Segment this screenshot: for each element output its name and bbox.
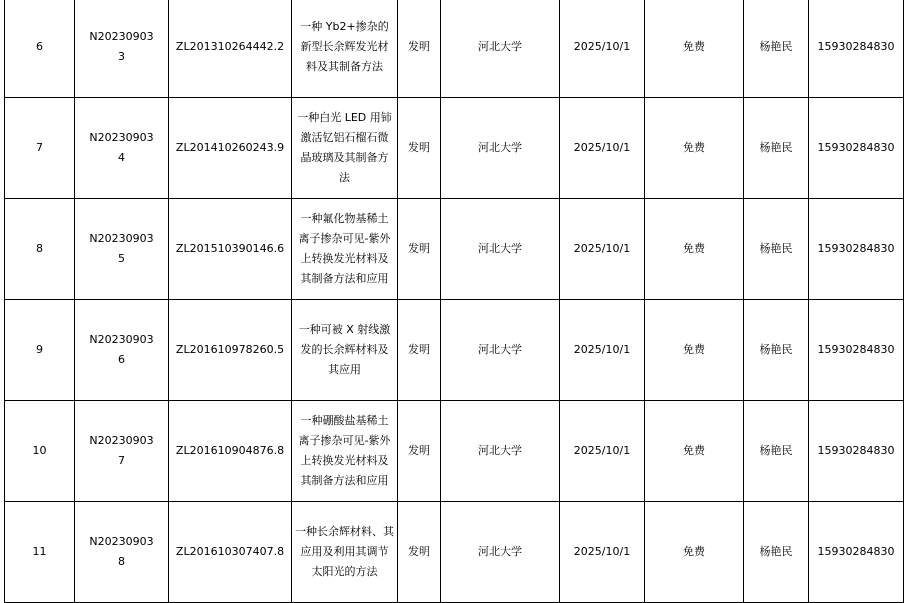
title-line: 一种可被 X 射线激 <box>298 323 391 336</box>
table-row <box>5 401 904 502</box>
patent-holder: 河北大学 <box>441 300 560 401</box>
table-row <box>5 300 904 401</box>
patent-number: ZL201610978260.5 <box>169 300 292 401</box>
contact-person: 杨艳民 <box>744 502 809 603</box>
patent-title <box>292 98 398 199</box>
title-line: 晶玻璃及其制备方 <box>300 151 389 164</box>
title-line: 发的长余辉材料及 <box>300 343 389 356</box>
title-line: 上转换发光材料及 <box>300 252 389 265</box>
contact-phone: 15930284830 <box>809 401 904 502</box>
application-number-main: N20230903 <box>89 333 154 346</box>
row-number: 7 <box>5 98 75 199</box>
application-number <box>75 98 169 199</box>
patent-holder: 河北大学 <box>441 401 560 502</box>
patent-holder: 河北大学 <box>441 199 560 300</box>
contact-person: 杨艳民 <box>744 98 809 199</box>
row-number: 8 <box>5 199 75 300</box>
date: 2025/10/1 <box>560 199 645 300</box>
patent-holder: 河北大学 <box>441 502 560 603</box>
title-line: 法 <box>339 171 350 184</box>
patent-title <box>292 502 398 603</box>
patent-number: ZL201310264442.2 <box>169 0 292 98</box>
patent-title <box>292 0 398 98</box>
title-line: 其制备方法和应用 <box>300 272 389 285</box>
patent-number: ZL201510390146.6 <box>169 199 292 300</box>
patent-title <box>292 199 398 300</box>
application-number-main: N20230903 <box>89 434 154 447</box>
license-fee: 免费 <box>645 502 744 603</box>
table-row <box>5 502 904 603</box>
contact-phone: 15930284830 <box>809 300 904 401</box>
contact-person: 杨艳民 <box>744 0 809 98</box>
title-line: 应用及利用其调节 <box>300 545 389 558</box>
contact-person: 杨艳民 <box>744 300 809 401</box>
license-fee: 免费 <box>645 199 744 300</box>
patent-type: 发明 <box>398 199 441 300</box>
application-number <box>75 300 169 401</box>
patent-holder: 河北大学 <box>441 98 560 199</box>
row-number: 11 <box>5 502 75 603</box>
license-fee: 免费 <box>645 0 744 98</box>
patent-title <box>292 300 398 401</box>
date: 2025/10/1 <box>560 502 645 603</box>
table-row <box>5 0 904 98</box>
application-number-main: N20230903 <box>89 131 154 144</box>
patent-number: ZL201410260243.9 <box>169 98 292 199</box>
patent-holder: 河北大学 <box>441 0 560 98</box>
application-number <box>75 0 169 98</box>
date: 2025/10/1 <box>560 401 645 502</box>
contact-phone: 15930284830 <box>809 199 904 300</box>
row-number: 9 <box>5 300 75 401</box>
application-number <box>75 502 169 603</box>
application-number-main: N20230903 <box>89 30 154 43</box>
title-line: 一种白光 LED 用铈 <box>297 111 392 124</box>
patent-number: ZL201610307407.8 <box>169 502 292 603</box>
patent-type: 发明 <box>398 300 441 401</box>
application-number-main: N20230903 <box>89 535 154 548</box>
application-number-suffix: 4 <box>118 151 125 164</box>
title-line: 新型长余辉发光材 <box>300 40 389 53</box>
title-line: 离子掺杂可见-紫外 <box>298 232 391 245</box>
license-fee: 免费 <box>645 98 744 199</box>
patent-type: 发明 <box>398 98 441 199</box>
row-number: 6 <box>5 0 75 98</box>
application-number <box>75 401 169 502</box>
date: 2025/10/1 <box>560 98 645 199</box>
title-line: 一种 Yb2+掺杂的 <box>300 20 389 33</box>
table-row <box>5 199 904 300</box>
contact-person: 杨艳民 <box>744 401 809 502</box>
contact-person: 杨艳民 <box>744 199 809 300</box>
patent-type: 发明 <box>398 502 441 603</box>
patent-type: 发明 <box>398 0 441 98</box>
title-line: 一种硼酸盐基稀土 <box>300 414 389 427</box>
title-line: 料及其制备方法 <box>306 60 383 73</box>
title-line: 上转换发光材料及 <box>300 454 389 467</box>
application-number-suffix: 5 <box>118 252 125 265</box>
application-number-main: N20230903 <box>89 232 154 245</box>
title-line: 其应用 <box>328 363 361 376</box>
application-number-suffix: 8 <box>118 555 125 568</box>
title-line: 太阳光的方法 <box>311 565 378 578</box>
date: 2025/10/1 <box>560 0 645 98</box>
license-fee: 免费 <box>645 401 744 502</box>
patent-number: ZL201610904876.8 <box>169 401 292 502</box>
title-line: 离子掺杂可见-紫外 <box>298 434 391 447</box>
title-line: 一种长余辉材料、其 <box>295 525 394 538</box>
contact-phone: 15930284830 <box>809 0 904 98</box>
title-line: 其制备方法和应用 <box>300 474 389 487</box>
patent-table <box>4 0 904 603</box>
patent-type: 发明 <box>398 401 441 502</box>
application-number-suffix: 6 <box>118 353 125 366</box>
row-number: 10 <box>5 401 75 502</box>
contact-phone: 15930284830 <box>809 98 904 199</box>
date: 2025/10/1 <box>560 300 645 401</box>
license-fee: 免费 <box>645 300 744 401</box>
table-row <box>5 98 904 199</box>
application-number-suffix: 7 <box>118 454 125 467</box>
title-line: 激活钇铝石榴石微 <box>300 131 389 144</box>
application-number <box>75 199 169 300</box>
patent-title <box>292 401 398 502</box>
title-line: 一种氟化物基稀土 <box>300 212 389 225</box>
application-number-suffix: 3 <box>118 50 125 63</box>
contact-phone: 15930284830 <box>809 502 904 603</box>
